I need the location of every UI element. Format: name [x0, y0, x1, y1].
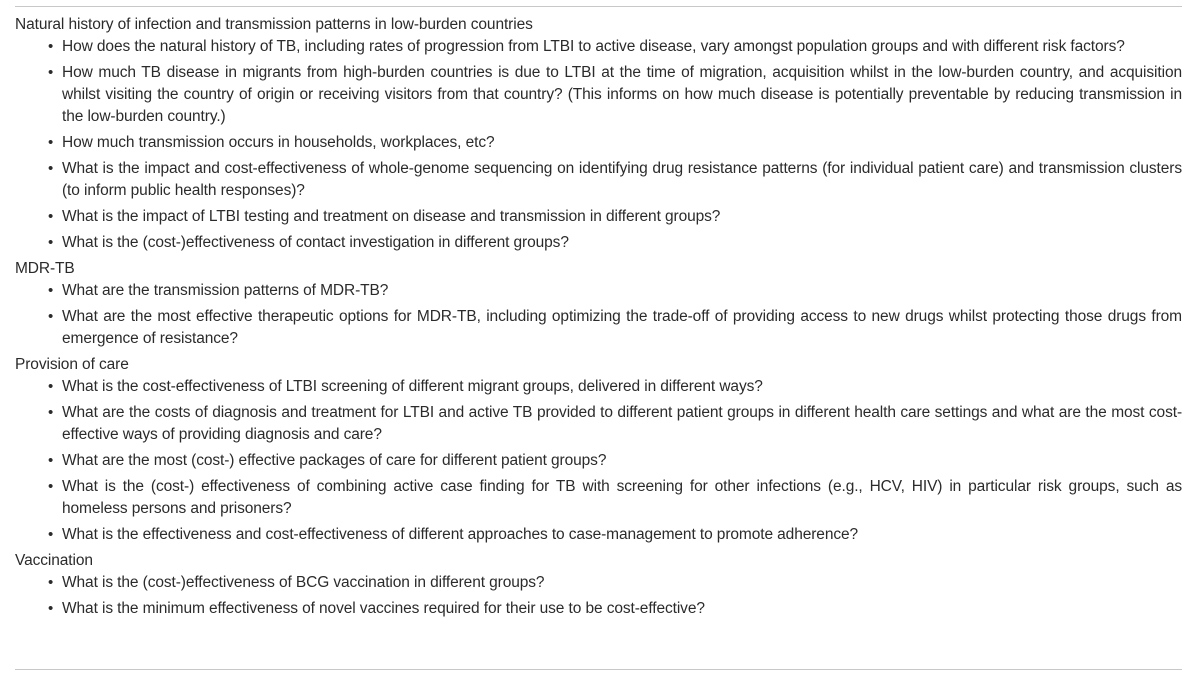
list-item [15, 476, 1182, 520]
list-item [15, 280, 1182, 302]
list-item [15, 572, 1182, 594]
research-questions-table [15, 14, 1182, 624]
list-item [15, 232, 1182, 254]
list-item [15, 598, 1182, 620]
list-item [15, 524, 1182, 546]
item-text: How much transmission occurs in households, workplaces, etc? [62, 134, 495, 151]
list-item [15, 450, 1182, 472]
item-list [15, 36, 1182, 254]
item-text: What are the costs of diagnosis and treatment for LTBI and active TB provided to different patient groups in different health care settings and what are the most cost-effective ways of providing diagnosis and care? [62, 404, 1182, 443]
section-vaccination [15, 550, 1182, 620]
bullet-icon: • [48, 64, 54, 81]
bullet-icon: • [48, 600, 54, 617]
bullet-icon: • [48, 378, 54, 395]
bullet-icon: • [48, 478, 54, 495]
list-item [15, 36, 1182, 58]
list-item [15, 206, 1182, 228]
table-bottom-rule [15, 669, 1182, 670]
item-text: What is the impact and cost-effectiveness of whole-genome sequencing on identifying drug resistance patterns (for individual patient care) and transmission clusters (to inform public health responses)? [62, 160, 1182, 199]
list-item [15, 306, 1182, 350]
section-heading: MDR-TB [15, 260, 75, 277]
bullet-icon: • [48, 160, 54, 177]
section-mdr-tb [15, 258, 1182, 350]
bullet-icon: • [48, 38, 54, 55]
section-heading: Vaccination [15, 552, 93, 569]
item-text: What is the effectiveness and cost-effectiveness of different approaches to case-management to promote adherence? [62, 526, 859, 543]
section-natural-history [15, 14, 1182, 254]
item-text: How does the natural history of TB, including rates of progression from LTBI to active disease, vary amongst population groups and with different risk factors? [62, 38, 1125, 55]
bullet-icon: • [48, 134, 54, 151]
item-text: How much TB disease in migrants from high-burden countries is due to LTBI at the time of migration, acquisition whilst in the low-burden country, and acquisition whilst visiting the country of origin or receiving visitors from that country? (This informs on how much disease is potentially preventable by reducing transmission in the low-burden country.) [62, 64, 1182, 125]
item-list [15, 572, 1182, 620]
bullet-icon: • [48, 574, 54, 591]
item-text: What is the (cost-)effectiveness of BCG vaccination in different groups? [62, 574, 545, 591]
bullet-icon: • [48, 234, 54, 251]
section-provision-of-care [15, 354, 1182, 546]
section-heading: Provision of care [15, 356, 129, 373]
bullet-icon: • [48, 208, 54, 225]
bullet-icon: • [48, 526, 54, 543]
bullet-icon: • [48, 452, 54, 469]
bullet-icon: • [48, 308, 54, 325]
list-item [15, 376, 1182, 398]
list-item [15, 402, 1182, 446]
table-top-rule [15, 6, 1182, 7]
item-text: What is the impact of LTBI testing and treatment on disease and transmission in different groups? [62, 208, 721, 225]
item-text: What is the (cost-) effectiveness of combining active case finding for TB with screening for other infections (e.g., HCV, HIV) in particular risk groups, such as homeless persons and prisoners? [62, 478, 1182, 517]
item-text: What are the transmission patterns of MDR-TB? [62, 282, 389, 299]
bullet-icon: • [48, 404, 54, 421]
list-item [15, 158, 1182, 202]
list-item [15, 132, 1182, 154]
item-text: What are the most effective therapeutic options for MDR-TB, including optimizing the trade-off of providing access to new drugs whilst protecting those drugs from emergence of resistance? [62, 308, 1182, 347]
list-item [15, 62, 1182, 128]
item-text: What are the most (cost-) effective packages of care for different patient groups? [62, 452, 607, 469]
item-text: What is the minimum effectiveness of novel vaccines required for their use to be cost-effective? [62, 600, 705, 617]
section-heading: Natural history of infection and transmission patterns in low-burden countries [15, 16, 533, 33]
bullet-icon: • [48, 282, 54, 299]
item-text: What is the cost-effectiveness of LTBI screening of different migrant groups, delivered in different ways? [62, 378, 763, 395]
item-list [15, 376, 1182, 546]
item-text: What is the (cost-)effectiveness of contact investigation in different groups? [62, 234, 569, 251]
item-list [15, 280, 1182, 350]
